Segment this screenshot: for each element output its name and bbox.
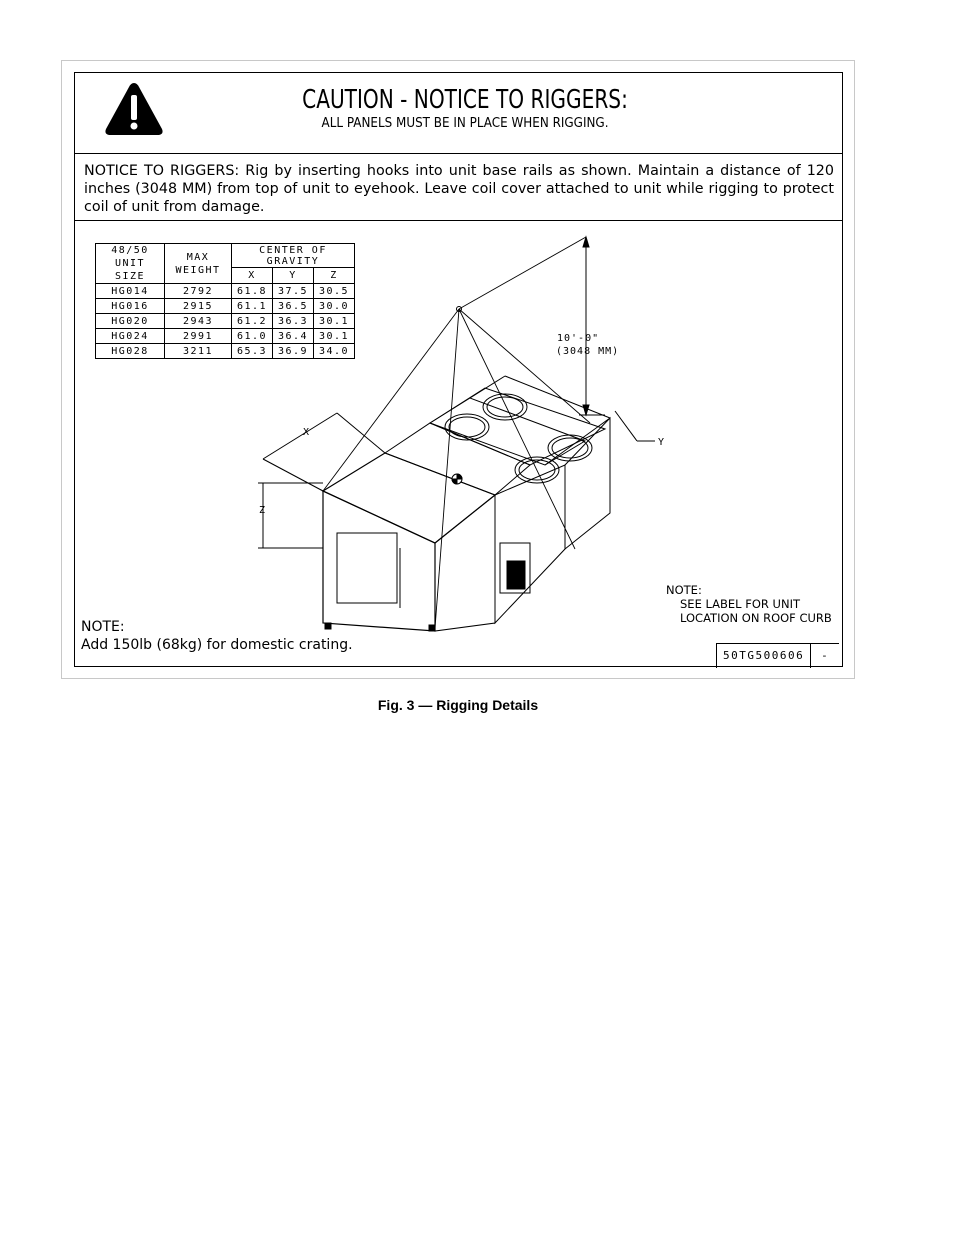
y-label: Y	[658, 437, 666, 448]
y-cell: 36.5	[273, 299, 314, 314]
drawing-number: 50TG500606	[723, 649, 805, 662]
x-header: X	[232, 268, 273, 284]
y-cell: 37.5	[273, 284, 314, 299]
weight-cell: 2915	[165, 299, 232, 314]
unit-cell: HG020	[96, 314, 165, 329]
unit-cell: HG024	[96, 329, 165, 344]
x-cell: 61.1	[232, 299, 273, 314]
dimension-line1: 10'-0"	[557, 333, 600, 344]
unit-size-header-line2: UNIT SIZE	[114, 258, 146, 282]
dimension-line2: (3048 MM)	[556, 346, 620, 357]
caution-subtitle: ALL PANELS MUST BE IN PLACE WHEN RIGGING.	[321, 116, 609, 131]
weight-header-line1: MAX	[186, 251, 210, 263]
y-cell: 36.4	[273, 329, 314, 344]
roof-curb-note-line1: SEE LABEL FOR UNIT	[680, 597, 800, 611]
crating-note	[81, 618, 353, 654]
z-cell: 30.5	[314, 284, 355, 299]
unit-cell: HG028	[96, 344, 165, 359]
unit-size-header-line1: 48/50	[111, 245, 149, 256]
y-cell: 36.3	[273, 314, 314, 329]
weight-cell: 2792	[165, 284, 232, 299]
caution-title: CAUTION - NOTICE TO RIGGERS:	[302, 85, 628, 115]
weight-header-line2: WEIGHT	[175, 264, 221, 276]
y-header: Y	[273, 268, 314, 284]
drawing-number-box	[716, 643, 839, 668]
z-header: Z	[314, 268, 355, 284]
notice-text: NOTICE TO RIGGERS: Rig by inserting hooks into unit base rails as shown. Maintain a distance of 120 inches (3048 MM) from top of unit to eyehook. Leave coil cover attached to unit while rigging to protect coil of unit from damage.	[75, 154, 842, 221]
y-dimension	[615, 411, 655, 441]
weight-cell: 3211	[165, 344, 232, 359]
rigging-drawing	[75, 73, 842, 666]
x-cell: 65.3	[232, 344, 273, 359]
z-cell: 30.0	[314, 299, 355, 314]
z-cell: 34.0	[314, 344, 355, 359]
x-dimension	[263, 413, 385, 491]
figure-caption: Fig. 3 — Rigging Details	[377, 697, 539, 713]
y-cell: 36.9	[273, 344, 314, 359]
weight-cell: 2943	[165, 314, 232, 329]
unit-cell: HG016	[96, 299, 165, 314]
x-cell: 61.2	[232, 314, 273, 329]
height-dimension	[579, 237, 605, 415]
x-cell: 61.0	[232, 329, 273, 344]
unit-cell: HG014	[96, 284, 165, 299]
weight-cell: 2991	[165, 329, 232, 344]
z-cell: 30.1	[314, 314, 355, 329]
crating-note-title: NOTE:	[81, 619, 125, 635]
z-cell: 30.1	[314, 329, 355, 344]
z-dimension	[258, 483, 323, 548]
x-cell: 61.8	[232, 284, 273, 299]
roof-curb-note-title: NOTE:	[666, 583, 702, 597]
revision: -	[810, 644, 839, 668]
z-label: Z	[259, 505, 267, 516]
cog-header: CENTER OF GRAVITY	[232, 244, 355, 268]
crating-note-text: Add 150lb (68kg) for domestic crating.	[81, 637, 353, 653]
x-label: X	[303, 427, 311, 438]
roof-curb-note-line2: LOCATION ON ROOF CURB	[680, 611, 832, 625]
roof-curb-note	[666, 583, 832, 625]
rigging-figure	[74, 72, 843, 667]
